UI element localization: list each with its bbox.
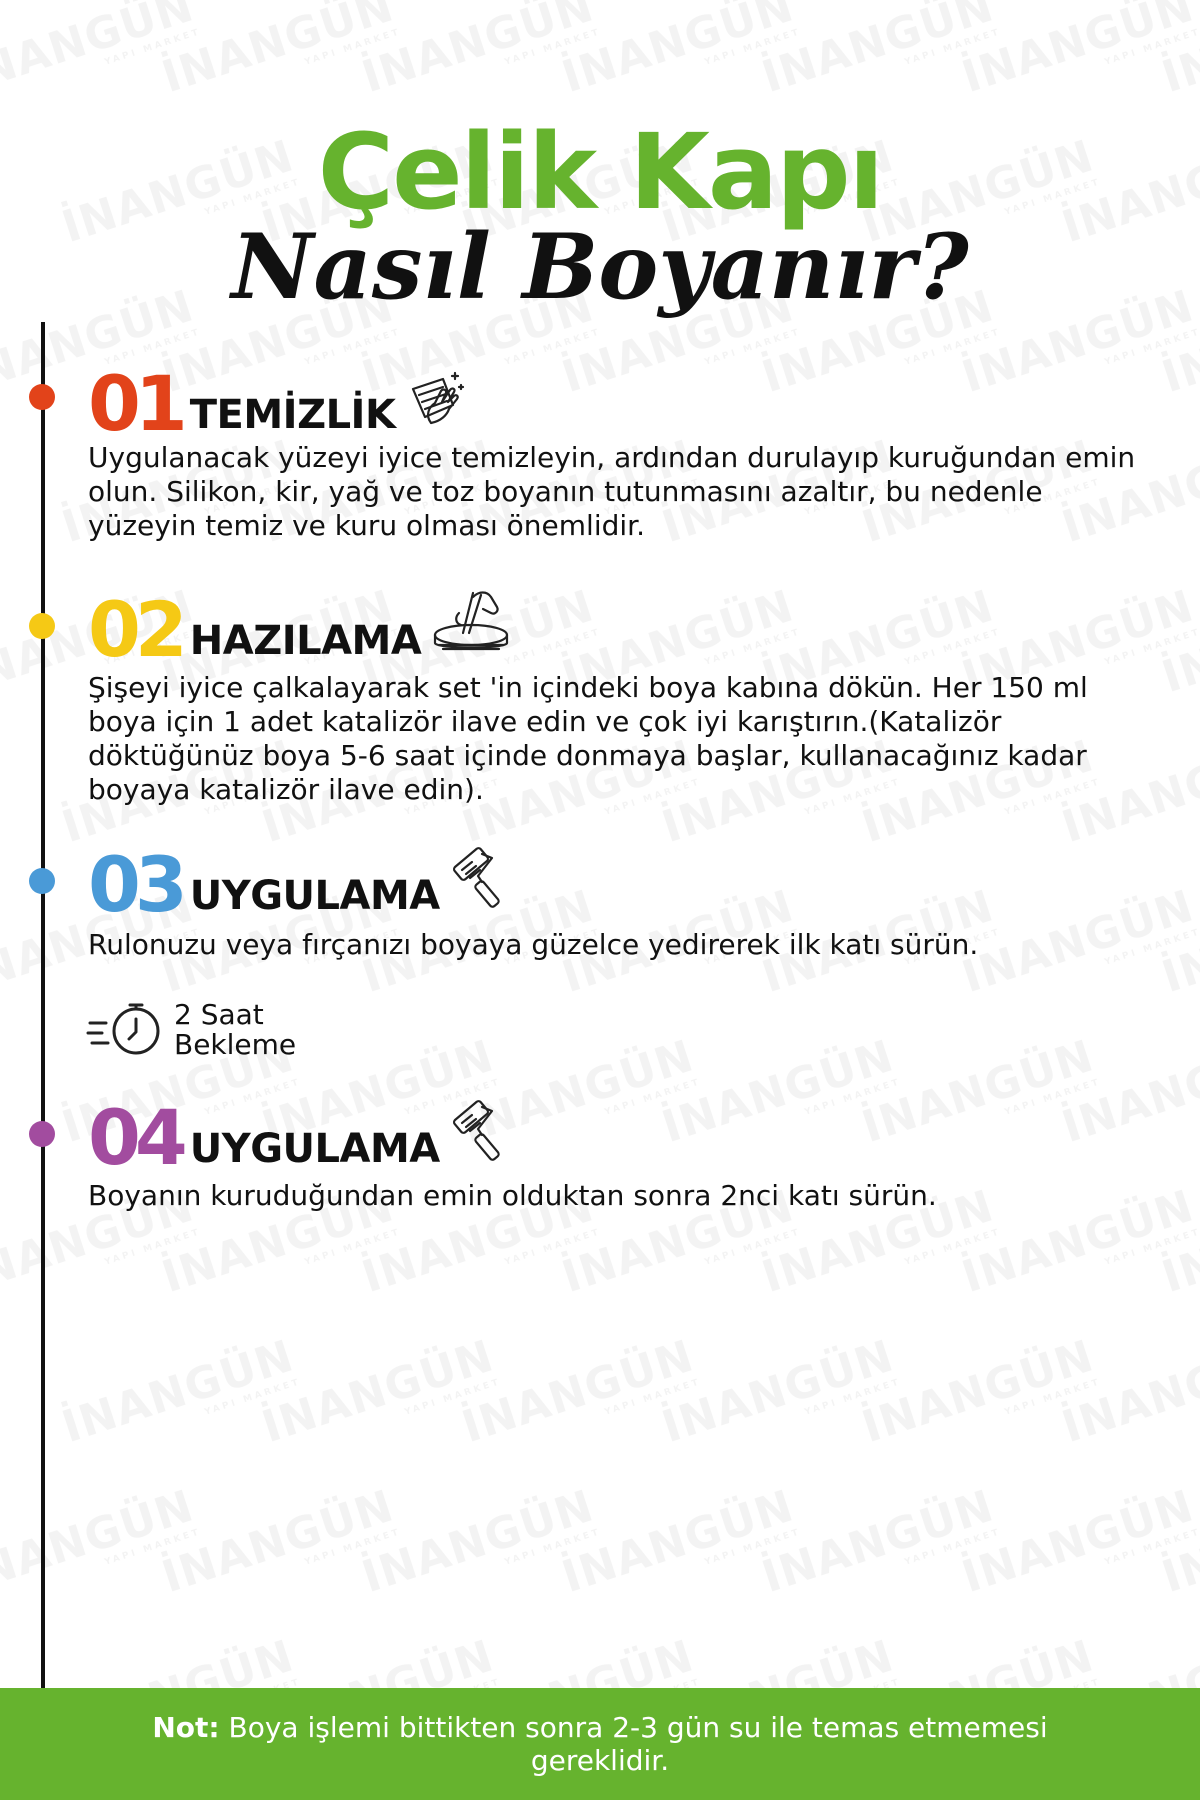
watermark-logo [757,0,1002,111]
step-1-title: TEMİZLİK [189,392,396,438]
watermark-sub [0,28,202,111]
watermark-sub [872,1378,1103,1461]
step-3-number: 03 [88,840,182,930]
watermark-logo [457,1334,702,1460]
watermark-brand [356,0,600,103]
watermark-sub [972,328,1200,411]
watermark-logo [0,1484,202,1610]
watermark-sub [1072,1378,1200,1461]
watermark-sub [572,28,803,111]
watermark-sub [672,1078,903,1161]
watermark-sub [1172,928,1200,1011]
watermark-logo [957,0,1200,111]
watermark-sub [372,1528,603,1611]
watermark-logo [1157,0,1200,111]
watermark-sub [172,28,403,111]
watermark-sub [572,328,803,411]
page-title: Çelik Kapı [317,111,883,233]
watermark-sub [572,1228,803,1311]
watermark-brand [956,1480,1200,1603]
watermark-brand [556,0,800,103]
watermark-sub [572,1528,803,1611]
watermark-brand [956,0,1200,103]
watermark-brand [556,1480,800,1603]
watermark-logo [857,1034,1102,1160]
watermark-brand [1156,0,1200,103]
wait-line-1: 2 Saat [174,998,264,1031]
watermark-logo [357,0,602,111]
watermark-logo [657,1034,902,1160]
watermark-logo [357,1484,602,1610]
step-2-number: 02 [88,585,182,675]
watermark-logo [157,0,402,111]
stopwatch-icon [86,995,166,1065]
watermark-brand [1056,1030,1200,1153]
watermark-brand [56,1330,300,1453]
timeline-dot-1 [29,384,55,410]
watermark-brand [1056,1330,1200,1453]
wait-text [174,1000,296,1060]
watermark-brand [1156,880,1200,1003]
step-4-body: Boyanın kuruduğundan emin olduktan sonra 2nci katı sürün. [88,1179,937,1212]
step-2-body: Şişeyi iyice çalkalayarak set 'in içindeki boya kabına dökün. Her 150 ml boya için 1 adet katalizör ilave edin ve çok iyi karıştırın.(Katalizör döktüğünüz boya 5-6 saat içinde donmaya başlar, kullanacağınız kadar boyaya katalizör ilave edin). [88,671,1088,806]
watermark-logo [1157,884,1200,1010]
watermark-logo [1157,1484,1200,1610]
watermark-logo [0,0,202,111]
watermark-brand [656,1030,900,1153]
step-3-header [88,840,520,930]
watermark-brand [156,1480,400,1603]
step-4-number: 04 [88,1093,182,1183]
watermark-sub [1172,628,1200,711]
watermark-logo [1057,1034,1200,1160]
step-3-body: Rulonuzu veya fırçanızı boyaya güzelce yedirerek ilk katı sürün. [88,928,979,961]
watermark-brand [1156,1180,1200,1303]
watermark-sub [372,1228,603,1311]
step-1-header [88,359,469,449]
timeline-line [41,322,45,1800]
watermark-brand [156,0,400,103]
paint-roller-icon [448,1093,520,1169]
step-3-title: UYGULAMA [189,873,440,919]
watermark-sub [872,1078,1103,1161]
watermark-sub [172,1528,403,1611]
step-2-title: HAZILAMA [189,618,422,664]
step-1-body: Uygulanacak yüzeyi iyice temizleyin, ardından durulayıp kuruğundan emin olun. Silikon, kir, yağ ve toz boyanın tutunmasını azaltır, bu nedenle yüzeyin temiz ve kuru olması önemlidir. [88,441,1136,542]
watermark-logo [1057,1334,1200,1460]
watermark-logo [757,1484,1002,1610]
timeline-dot-4 [29,1121,55,1147]
watermark-sub [772,1528,1003,1611]
footer-note [100,1711,1100,1777]
watermark-brand [0,0,200,103]
step-1-number: 01 [88,359,182,449]
paint-roller-icon [448,840,520,916]
watermark-sub [972,1528,1200,1611]
watermark-logo [1157,1184,1200,1310]
watermark-brand [856,1030,1100,1153]
watermark-brand [656,1330,900,1453]
watermark-sub [472,1378,703,1461]
timeline-dot-3 [29,868,55,894]
watermark-logo [257,1334,502,1460]
watermark-sub [772,328,1003,411]
footer-note-label: Not: [152,1711,220,1744]
timeline-dot-2 [29,613,55,639]
watermark-brand [756,1480,1000,1603]
watermark-logo [857,1334,1102,1460]
wiping-hand-icon [403,365,469,435]
watermark-sub [0,1228,202,1311]
watermark-sub [672,1378,903,1461]
watermark-sub [1072,1078,1200,1161]
watermark-brand [856,1330,1100,1453]
footer-note-bar [0,1688,1200,1800]
watermark-brand [0,1480,200,1603]
watermark-sub [372,28,603,111]
watermark-logo [557,1484,802,1610]
watermark-brand [256,1330,500,1453]
watermark-brand [456,1330,700,1453]
watermark-sub [972,28,1200,111]
watermark-logo [957,1484,1200,1610]
watermark-sub [172,1228,403,1311]
watermark-brand [1156,580,1200,703]
step-4-title: UYGULAMA [189,1126,440,1172]
step-4-header [88,1093,520,1183]
watermark-sub [772,1228,1003,1311]
watermark-logo [657,1334,902,1460]
watermark-sub [72,1378,303,1461]
wait-line-2: Bekleme [174,1028,297,1061]
watermark-brand [1156,1480,1200,1603]
watermark-sub [272,1378,503,1461]
watermark-logo [157,1484,402,1610]
watermark-brand [756,0,1000,103]
watermark-sub [972,1228,1200,1311]
wait-indicator [86,995,296,1065]
stirring-paint-icon [429,583,513,661]
watermark-logo [1157,584,1200,710]
watermark-brand [356,1480,600,1603]
watermark-sub [0,1528,202,1611]
watermark-sub [772,28,1003,111]
watermark-logo [557,0,802,111]
watermark-sub [1172,28,1200,111]
step-2-header [88,583,513,675]
watermark-logo [57,1334,302,1460]
page-subtitle-script: Nasıl Boyanır? [231,214,969,320]
watermark-sub [1172,1528,1200,1611]
watermark-sub [1172,1228,1200,1311]
watermark-sub [1172,328,1200,411]
footer-note-text: Boya işlemi bittikten sonra 2-3 gün su ile temas etmemesi gereklidir. [219,1711,1048,1777]
